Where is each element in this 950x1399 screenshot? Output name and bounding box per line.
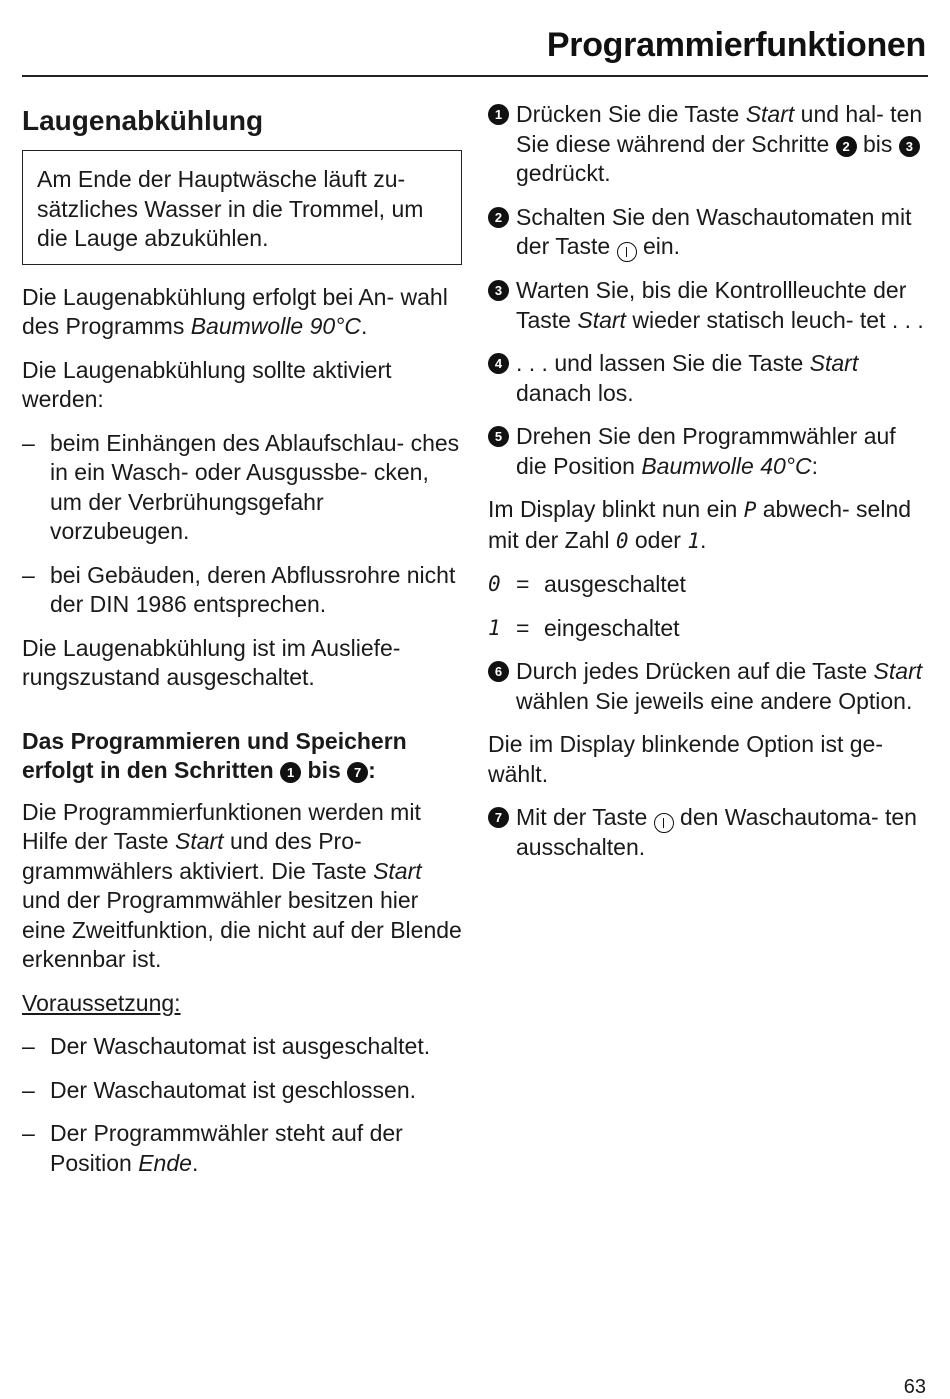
step-7	[488, 803, 930, 863]
step-3	[488, 276, 930, 335]
list-item	[22, 1119, 462, 1178]
step-text: . . . und lassen Sie die Taste Start danach los.	[516, 350, 859, 406]
step-4	[488, 349, 930, 408]
display-symbol-0: 0	[615, 528, 629, 553]
paragraph-program: Die Laugenabkühlung erfolgt bei An- wahl des Programms Baumwolle 90°C.	[22, 283, 448, 339]
paragraph-selected-option: Die im Display blinkende Option ist ge- wählt.	[488, 731, 884, 787]
step-number-icon: 2	[488, 207, 509, 228]
step-number-icon: 1	[488, 104, 509, 125]
dash-marker: –	[22, 1076, 35, 1103]
paragraph-display: Im Display blinkt nun ein P abwech- selnd mit der Zahl 0 oder 1.	[488, 496, 912, 553]
left-column	[22, 100, 462, 1192]
prerequisite-label: Voraussetzung:	[22, 989, 181, 1016]
list-item	[22, 1032, 462, 1062]
step-number-icon: 6	[488, 661, 509, 682]
option-row	[488, 614, 930, 644]
step-number-icon: 4	[488, 353, 509, 374]
right-column	[488, 100, 930, 877]
option-key: 0	[488, 572, 501, 596]
option-key: 1	[488, 615, 501, 640]
paragraph-activation: Die Laugenabkühlung sollte aktiviert werden:	[22, 356, 392, 412]
step-6	[488, 657, 930, 716]
page-number: 63	[903, 1376, 926, 1398]
step-text: Drehen Sie den Programmwähler auf die Position Baumwolle 40°C:	[516, 423, 896, 479]
list-item	[22, 561, 462, 620]
option-label: eingeschaltet	[544, 614, 680, 641]
paragraph-default-state: Die Laugenabkühlung ist im Ausliefe- rungszustand ausgeschaltet.	[22, 634, 401, 690]
step-number-icon: 7	[488, 807, 509, 828]
step-5	[488, 422, 930, 481]
step-text: Mit der Taste den Waschautoma- ten ausschalten.	[516, 804, 917, 860]
list-item-text: Der Programmwähler steht auf der Position Ende.	[50, 1120, 403, 1176]
option-equals: =	[516, 571, 530, 597]
step-number-icon: 3	[899, 136, 920, 157]
list-item-text: Der Waschautomat ist ausgeschaltet.	[50, 1033, 431, 1059]
option-row	[488, 570, 930, 600]
dash-marker: –	[22, 429, 35, 456]
step-number-icon: 5	[488, 426, 509, 447]
list-item	[22, 429, 462, 547]
info-box	[22, 150, 462, 265]
info-box-text: Am Ende der Hauptwäsche läuft zu- sätzliches Wasser in die Trommel, um die Lauge abzukühlen.	[37, 166, 424, 251]
step-2	[488, 203, 930, 263]
step-number-icon: 7	[347, 762, 368, 783]
dash-marker: –	[22, 1033, 35, 1059]
section-heading: Laugenabkühlung	[22, 105, 264, 136]
page-title: Programmierfunktionen	[546, 26, 926, 64]
header-divider	[22, 75, 928, 77]
display-symbol-1: 1	[687, 528, 700, 553]
paragraph-functions: Die Programmierfunktionen werden mit Hilfe der Taste Start und des Pro- grammwählers aktiviert. Die Taste Start und der Programmwähler besitzen hier eine Zweitfunktion, die nicht auf der Blende erkennbar ist.	[22, 798, 462, 972]
subheading-programming: Das Programmieren und Speichern erfolgt in den Schritten 1 bis 7 :	[22, 727, 407, 783]
step-text: Drücken Sie die Taste Start und hal- ten Sie diese während der Schritte 2 bis 3 gedrückt.	[516, 101, 923, 186]
display-symbol-p: P	[743, 498, 757, 522]
power-icon	[654, 813, 674, 833]
option-label: ausgeschaltet	[544, 571, 686, 597]
program-name: Baumwolle 90°C	[190, 313, 361, 339]
list-item	[22, 1076, 462, 1106]
step-number-icon: 2	[836, 136, 857, 157]
step-text: Durch jedes Drücken auf die Taste Start wählen Sie jeweils eine andere Option.	[516, 658, 923, 714]
list-item-text: bei Gebäuden, deren Abflussrohre nicht der DIN 1986 entsprechen.	[50, 561, 456, 617]
list-item-text: Der Waschautomat ist geschlossen.	[50, 1076, 417, 1103]
step-number-icon: 1	[280, 762, 301, 783]
step-number-icon: 3	[488, 280, 509, 301]
step-1	[488, 100, 930, 189]
dash-marker: –	[22, 561, 35, 588]
power-icon	[617, 242, 637, 262]
list-item-text: beim Einhängen des Ablaufschlau- ches in ein Wasch- oder Ausgussbe- cken, um der Verbrühungsgefahr vorzubeugen.	[50, 429, 460, 544]
dash-marker: –	[22, 1120, 35, 1146]
option-equals: =	[516, 614, 530, 641]
step-text: Warten Sie, bis die Kontrollleuchte der Taste Start wieder statisch leuch- tet . . .	[516, 277, 924, 333]
step-text: Schalten Sie den Waschautomaten mit der Taste ein.	[516, 203, 930, 263]
